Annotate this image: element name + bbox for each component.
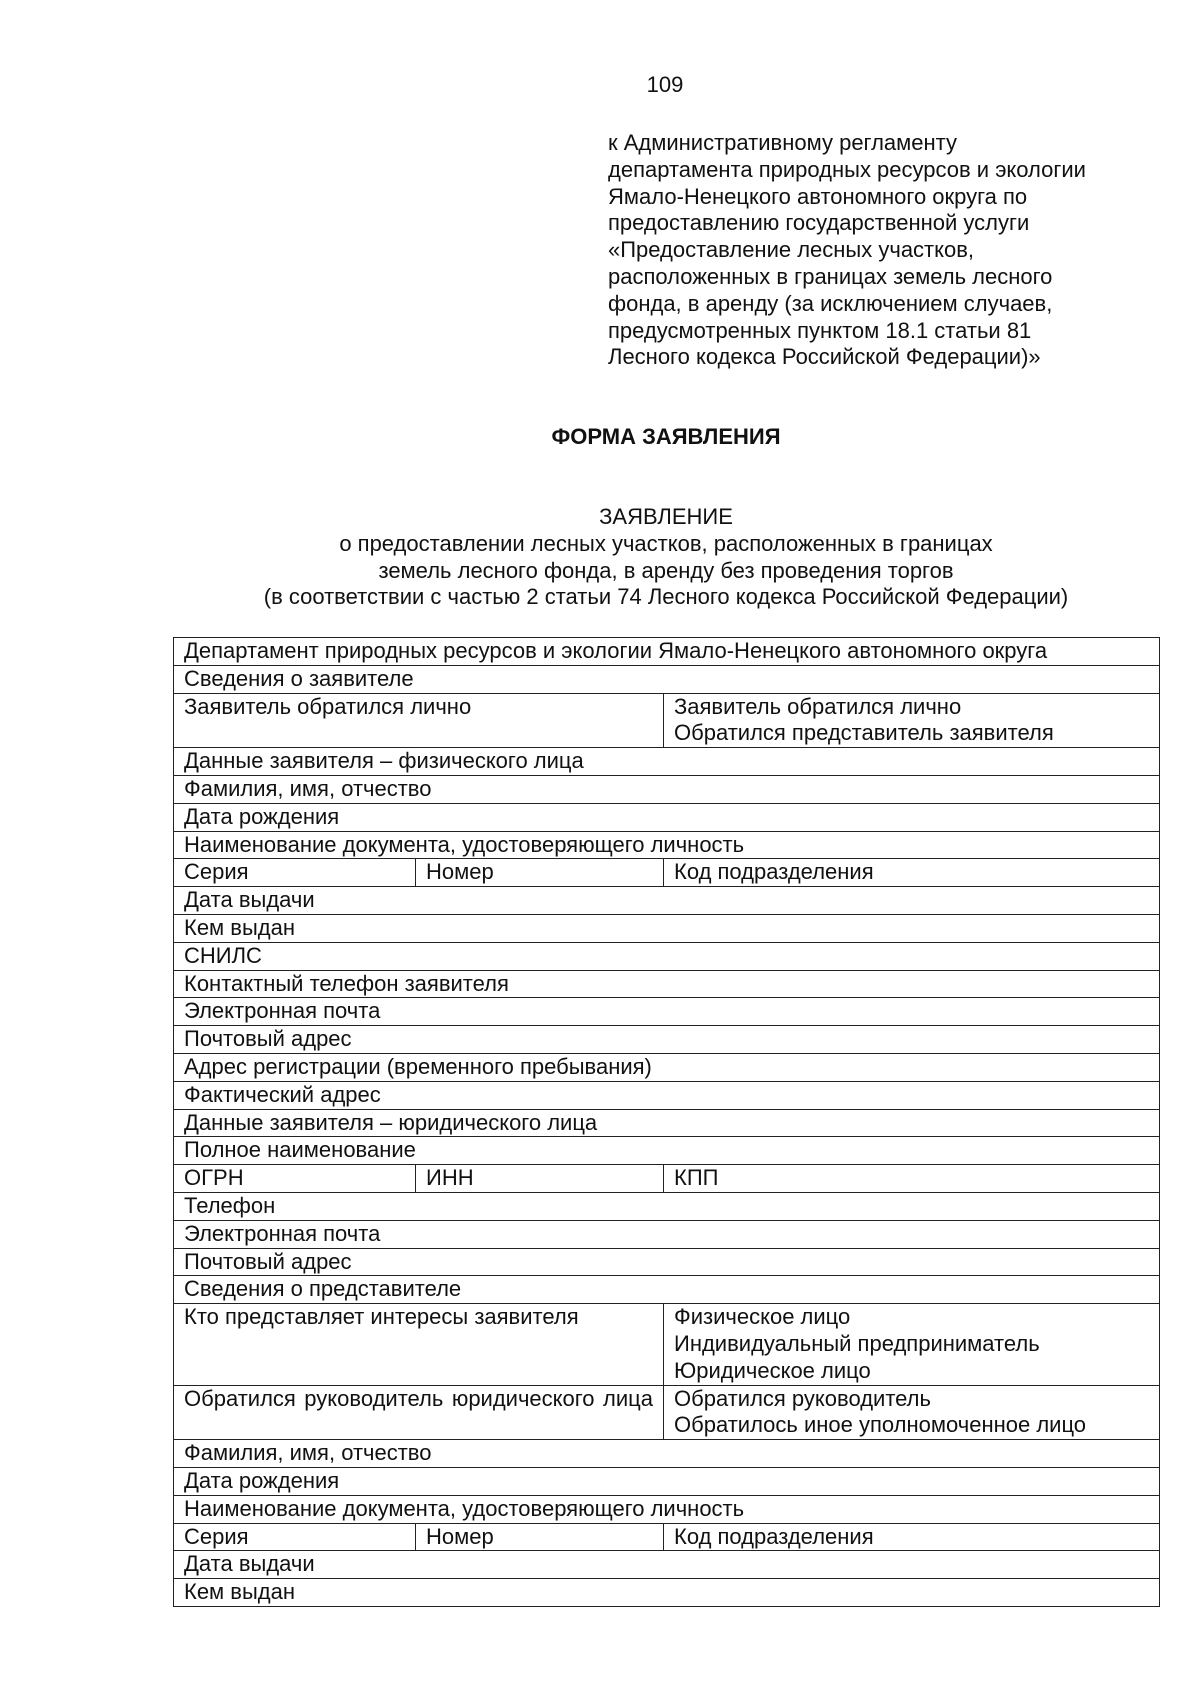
issue-date-field[interactable]: Дата выдачи bbox=[174, 887, 1160, 915]
header-line: департамента природных ресурсов и экологии bbox=[608, 156, 1086, 182]
email-field[interactable]: Электронная почта bbox=[174, 998, 1160, 1026]
header-line: фонда, в аренду (за исключением случаев, bbox=[608, 290, 1053, 316]
ogrn-field[interactable]: ОГРН bbox=[174, 1165, 416, 1193]
contact-phone-field[interactable]: Контактный телефон заявителя bbox=[174, 970, 1160, 998]
application-subtitle-line: о предоставлении лесных участков, расположенных в границах bbox=[339, 530, 993, 556]
table-row bbox=[174, 1081, 1160, 1109]
table-row bbox=[174, 831, 1160, 859]
rep-series-field[interactable]: Серия bbox=[174, 1523, 416, 1551]
rep-id-document-field[interactable]: Наименование документа, удостоверяющего личность bbox=[174, 1495, 1160, 1523]
inn-field[interactable]: ИНН bbox=[416, 1165, 664, 1193]
appendix-header bbox=[608, 130, 1168, 371]
table-row bbox=[174, 859, 1160, 887]
actual-address-field[interactable]: Фактический адрес bbox=[174, 1081, 1160, 1109]
application-title: ЗАЯВЛЕНИЕ bbox=[599, 504, 733, 529]
header-line: Ямало-Ненецкого автономного округа по bbox=[608, 183, 1028, 209]
page-number: 109 bbox=[646, 72, 684, 97]
table-row bbox=[174, 1467, 1160, 1495]
who-represents-cell: Кто представляет интересы заявителя bbox=[174, 1304, 664, 1385]
number-field[interactable]: Номер bbox=[416, 859, 664, 887]
table-row bbox=[174, 803, 1160, 831]
option-label: Обратился руководитель bbox=[674, 1385, 931, 1411]
table-row bbox=[174, 1192, 1160, 1220]
company-name-field[interactable]: Полное наименование bbox=[174, 1137, 1160, 1165]
table-row bbox=[174, 998, 1160, 1026]
table-row bbox=[174, 775, 1160, 803]
registration-address-field[interactable]: Адрес регистрации (временного пребывания) bbox=[174, 1053, 1160, 1081]
kpp-field[interactable]: КПП bbox=[664, 1165, 1160, 1193]
table-row bbox=[174, 638, 1160, 666]
table-row bbox=[174, 1026, 1160, 1054]
header-line: предусмотренных пунктом 18.1 статьи 81 bbox=[608, 317, 1032, 343]
table-row bbox=[174, 1579, 1160, 1607]
head-options-cell[interactable] bbox=[664, 1385, 1160, 1440]
postal-address-field[interactable]: Почтовый адрес bbox=[174, 1026, 1160, 1054]
represent-options-cell[interactable] bbox=[664, 1304, 1160, 1385]
applied-personally-cell[interactable]: Заявитель обратился лично bbox=[174, 693, 664, 748]
header-line: Лесного кодекса Российской Федерации)» bbox=[608, 344, 1041, 370]
division-code-field[interactable]: Код подразделения bbox=[664, 859, 1160, 887]
rep-full-name-field[interactable]: Фамилия, имя, отчество bbox=[174, 1440, 1160, 1468]
table-row bbox=[174, 1304, 1160, 1385]
option-label: Заявитель обратился лично bbox=[674, 693, 962, 719]
header-line: к Административному регламенту bbox=[608, 130, 958, 155]
option-label: Физическое лицо bbox=[674, 1304, 851, 1330]
table-row bbox=[174, 1276, 1160, 1304]
applied-options-cell[interactable] bbox=[664, 693, 1160, 748]
table-row bbox=[174, 914, 1160, 942]
table-row bbox=[174, 1109, 1160, 1137]
rep-issued-by-field[interactable]: Кем выдан bbox=[174, 1579, 1160, 1607]
head-applied-cell: Обратился руководитель юридического лица bbox=[174, 1385, 664, 1440]
legal-postal-address-field[interactable]: Почтовый адрес bbox=[174, 1248, 1160, 1276]
full-name-field[interactable]: Фамилия, имя, отчество bbox=[174, 775, 1160, 803]
series-field[interactable]: Серия bbox=[174, 859, 416, 887]
snils-field[interactable]: СНИЛС bbox=[174, 942, 1160, 970]
legal-section-cell: Данные заявителя – юридического лица bbox=[174, 1109, 1160, 1137]
id-document-field[interactable]: Наименование документа, удостоверяющего личность bbox=[174, 831, 1160, 859]
table-row bbox=[174, 748, 1160, 776]
form-title: ФОРМА ЗАЯВЛЕНИЯ bbox=[551, 424, 781, 449]
option-label: Обратилось иное уполномоченное лицо bbox=[674, 1412, 1087, 1438]
table-row bbox=[174, 970, 1160, 998]
application-form-table bbox=[173, 637, 1160, 1607]
rep-birth-date-field[interactable]: Дата рождения bbox=[174, 1467, 1160, 1495]
table-row bbox=[174, 1165, 1160, 1193]
option-label: Индивидуальный предприниматель bbox=[674, 1330, 1040, 1356]
phone-field[interactable]: Телефон bbox=[174, 1192, 1160, 1220]
individual-section-cell: Данные заявителя – физического лица bbox=[174, 748, 1160, 776]
table-row bbox=[174, 693, 1160, 748]
table-row bbox=[174, 665, 1160, 693]
rep-issue-date-field[interactable]: Дата выдачи bbox=[174, 1551, 1160, 1579]
application-subtitle-line: земель лесного фонда, в аренду без проведения торгов bbox=[378, 557, 954, 583]
header-line: расположенных в границах земель лесного bbox=[608, 263, 1053, 289]
table-row bbox=[174, 1137, 1160, 1165]
table-row bbox=[174, 1385, 1160, 1440]
birth-date-field[interactable]: Дата рождения bbox=[174, 803, 1160, 831]
table-row bbox=[174, 942, 1160, 970]
legal-email-field[interactable]: Электронная почта bbox=[174, 1220, 1160, 1248]
table-row bbox=[174, 1220, 1160, 1248]
issued-by-field[interactable]: Кем выдан bbox=[174, 914, 1160, 942]
table-row bbox=[174, 1248, 1160, 1276]
rep-division-code-field[interactable]: Код подразделения bbox=[664, 1523, 1160, 1551]
table-row bbox=[174, 1523, 1160, 1551]
table-row bbox=[174, 1053, 1160, 1081]
application-heading bbox=[0, 504, 1200, 611]
table-row bbox=[174, 887, 1160, 915]
rep-number-field[interactable]: Номер bbox=[416, 1523, 664, 1551]
option-label: Юридическое лицо bbox=[674, 1357, 871, 1383]
table-row bbox=[174, 1440, 1160, 1468]
applicant-section-cell: Сведения о заявителе bbox=[174, 665, 1160, 693]
option-label: Обратился представитель заявителя bbox=[674, 720, 1054, 746]
header-line: «Предоставление лесных участков, bbox=[608, 237, 975, 263]
representative-section-cell: Сведения о представителе bbox=[174, 1276, 1160, 1304]
table-row bbox=[174, 1495, 1160, 1523]
table-row bbox=[174, 1551, 1160, 1579]
application-subtitle-line: (в соответствии с частью 2 статьи 74 Лесного кодекса Российской Федерации) bbox=[263, 584, 1069, 610]
header-line: предоставлению государственной услуги bbox=[608, 210, 1030, 236]
department-cell: Департамент природных ресурсов и экологии Ямало-Ненецкого автономного округа bbox=[174, 638, 1160, 666]
